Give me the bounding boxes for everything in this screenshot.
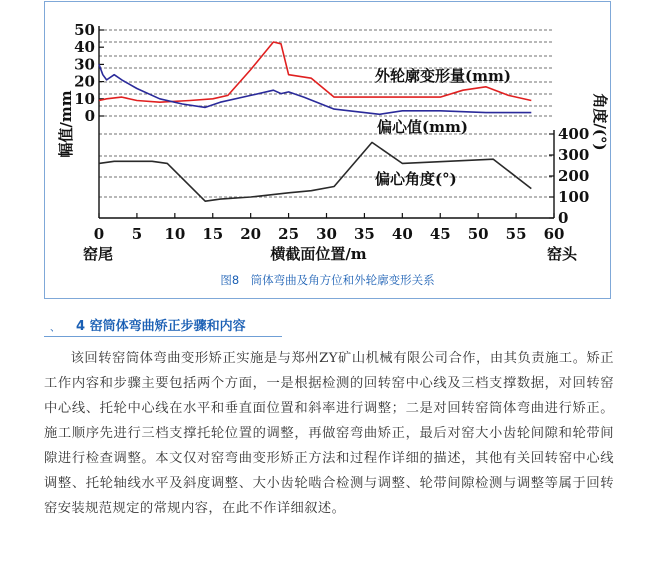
series-label: 外轮廓变形量(mm) <box>375 67 511 85</box>
x-tick-label: 45 <box>429 225 451 243</box>
right-tick-label: 200 <box>558 167 590 185</box>
figure-chart <box>45 2 612 272</box>
right-tick-label: 0 <box>558 209 569 227</box>
x-tick-label: 50 <box>467 225 489 243</box>
section-bullet: 、 <box>50 323 60 334</box>
left-axis-label: 幅值/mm <box>57 90 75 158</box>
series-label: 偏心值(mm) <box>377 118 468 136</box>
left-tick-label: 0 <box>84 107 95 125</box>
left-tick-label: 40 <box>74 38 95 57</box>
x-tick-label: 0 <box>93 225 105 243</box>
x-tick-label: 60 <box>543 225 565 243</box>
series-line <box>99 142 531 201</box>
section-title: 4 窑筒体弯曲矫正步骤和内容 <box>76 319 246 334</box>
x-tick-label: 30 <box>316 225 337 243</box>
right-axis-label: 角度/(°) <box>591 93 609 151</box>
right-tick-label: 100 <box>558 188 590 206</box>
left-tick-label: 50 <box>74 21 95 39</box>
body-text <box>44 346 614 521</box>
x-end-label-left: 窑尾 <box>83 245 114 263</box>
body-paragraph: 该回转窑筒体弯曲变形矫正实施是与郑州ZY矿山机械有限公司合作，由其负责施工。矫正工作内容和步骤主要包括两个方面，一是根据检测的回转窑中心线及三档支撑数据，对回转窑中心线、托轮中心线在水平和垂直面位置和斜率进行调整；二是对回转窑筒体弯曲进行矫正。施工顺序先进行三档支撑托轮位置的调整，再做窑弯曲矫正，最后对窑大小齿轮间隙和轮带间隙进行检查调整。本文仅对窑弯曲变形矫正方法和过程作详细的描述，其他有关回转窑中心线调整、托轮轴线水平及斜度调整、大小齿轮啮合检测与调整、轮带间隙检测与调整等属于回转窑安装规范规定的常规内容，在此不作详细叙述。 <box>44 351 614 516</box>
right-tick-label: 300 <box>558 146 590 164</box>
x-tick-label: 5 <box>131 225 143 243</box>
x-tick-label: 40 <box>391 225 413 243</box>
x-tick-label: 15 <box>202 225 224 243</box>
left-tick-label: 10 <box>74 89 95 108</box>
left-tick-label: 20 <box>74 72 95 91</box>
left-tick-label: 30 <box>74 55 95 74</box>
series-label: 偏心角度(°) <box>375 170 457 188</box>
x-end-label-right: 窑头 <box>546 245 578 263</box>
x-tick-label: 25 <box>278 225 300 243</box>
x-tick-label: 10 <box>164 225 186 243</box>
section-underline <box>44 336 282 337</box>
x-tick-label: 35 <box>353 225 375 243</box>
right-tick-label: 400 <box>558 125 590 143</box>
x-tick-label: 55 <box>505 225 527 243</box>
figure-caption: 图8 筒体弯曲及角方位和外轮廓变形关系 <box>220 273 435 287</box>
x-axis-label: 横截面位置/m <box>270 245 367 263</box>
figure-frame <box>44 1 611 299</box>
x-tick-label: 20 <box>240 225 262 243</box>
